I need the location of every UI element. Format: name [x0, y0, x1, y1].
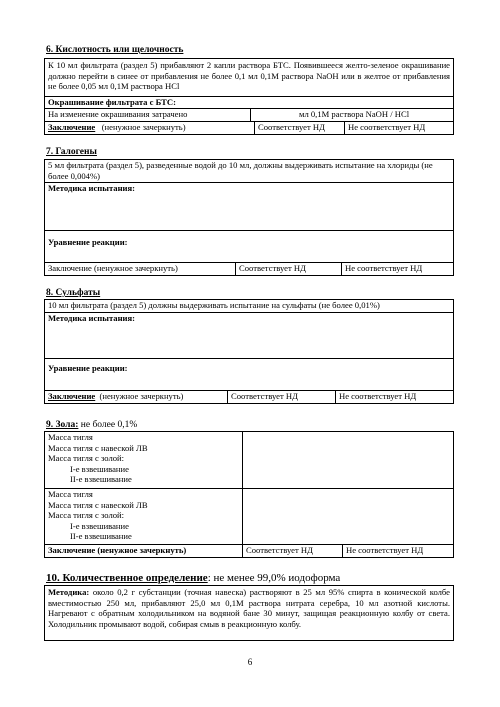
- section-8-not-complies-option[interactable]: Не соответствует НД: [335, 391, 453, 403]
- filtrate-color-label: Окрашивание фильтрата с БТС:: [45, 96, 453, 108]
- section-7-complies-option[interactable]: Соответствует НД: [235, 263, 341, 275]
- second-weighing-label: II-е взвешивание: [70, 531, 132, 542]
- section-8-complies-option[interactable]: Соответствует НД: [227, 391, 335, 403]
- section-6-conclusion-row: [45, 121, 453, 134]
- section-10-title-line: [46, 572, 340, 584]
- conclusion-note: (ненужное зачеркнуть): [99, 391, 184, 401]
- ash-block-1-values[interactable]: [242, 432, 453, 488]
- section-9-complies-option[interactable]: Соответствует НД: [242, 545, 342, 557]
- section-10-title: 10. Количественное определение: [46, 572, 208, 584]
- section-6-title: 6. Кислотность или щелочность: [46, 45, 184, 55]
- section-10-box: [44, 585, 454, 641]
- crucible-sample-mass-label: Масса тигля с навеской ЛВ: [48, 442, 148, 453]
- crucible-sample-mass-label: Масса тигля с навеской ЛВ: [48, 499, 148, 510]
- method-text: около 0,2 г субстанции (точная навеска) растворяют в 25 мл 95% спирта в конической колбе вместимостью 250 мл, прибавляют 25,0 мл 0,1М раствора нитрата серебра, 10 мл азотной кислоты. Нагревают с обратным холодильником на водяной бане 30 минут, защищая реакционную колбу от света. Холодильник промывают водой, собирая смыв в реакционную колбу.: [48, 587, 450, 629]
- section-7-method-field[interactable]: Методика испытания:: [45, 182, 453, 230]
- section-8-conclusion-label: [45, 391, 227, 403]
- conclusion-label: Заключение: [48, 122, 96, 132]
- section-10-limit: : не менее 99,0% иодоформа: [207, 572, 341, 584]
- section-8-title: 8. Сульфаты: [46, 288, 101, 298]
- section-8-method-field[interactable]: Методика испытания:: [45, 312, 453, 358]
- first-weighing-label: I-е взвешивание: [70, 520, 129, 531]
- crucible-mass-label: Масса тигля: [48, 489, 93, 499]
- ash-block-2-labels: [45, 489, 242, 544]
- section-7-reaction-field[interactable]: Уравнение реакции:: [45, 230, 453, 262]
- section-6-text: К 10 мл фильтрата (раздел 5) прибавляют 2 капли раствора БТС. Появившееся желто-зеленое окрашивание должно перейти в синее от прибавления не более 0,1 мл 0,1М раствора NaOH или в желтое от прибавления не более 0,05 мл 0,1М раствора HCl: [48, 60, 450, 92]
- section-6-box: [44, 58, 454, 135]
- section-9-not-complies-option[interactable]: Не соответствует НД: [342, 545, 453, 557]
- first-weighing-label: I-е взвешивание: [70, 463, 129, 474]
- second-weighing-label: II-е взвешивание: [70, 474, 132, 485]
- titrant-volume-label: На изменение окрашивания затрачено: [48, 109, 188, 119]
- crucible-ash-mass-label: Масса тигля с золой:: [48, 510, 125, 521]
- conclusion-label: Заключение: [48, 391, 96, 401]
- titrant-volume-field[interactable]: [250, 109, 453, 121]
- section-8-conclusion-row: [45, 390, 453, 403]
- section-7-not-complies-option[interactable]: Не соответствует НД: [341, 263, 453, 275]
- ash-block-1-labels: [45, 432, 242, 488]
- section-10-method: [45, 586, 453, 640]
- titrant-volume-units: мл 0,1М раствора NaOH / HCl: [299, 109, 410, 119]
- section-9-conclusion-row: [45, 544, 453, 557]
- crucible-mass-label: Масса тигля: [48, 432, 93, 442]
- section-9-title-line: [46, 420, 137, 430]
- titrant-volume-row: [45, 108, 453, 121]
- section-9-title: 9. Зола:: [46, 420, 79, 430]
- ash-block-2-values[interactable]: [242, 489, 453, 544]
- crucible-ash-mass-label: Масса тигля с золой:: [48, 453, 125, 464]
- page-number: 6: [247, 657, 253, 667]
- section-7-conclusion-label: Заключение (ненужное зачеркнуть): [48, 263, 178, 273]
- method-label: Методика:: [48, 587, 90, 597]
- section-6-not-complies-option[interactable]: Не соответствует НД: [344, 122, 453, 134]
- section-7-conclusion-row: [45, 262, 453, 275]
- section-9-box: [44, 431, 454, 558]
- ash-block-1: [45, 432, 453, 488]
- section-6-complies-option[interactable]: Соответствует НД: [254, 122, 344, 134]
- section-8-box: [44, 299, 454, 404]
- section-9-limit: не более 0,1%: [80, 420, 138, 430]
- section-7-box: [44, 159, 454, 276]
- section-7-text: 5 мл фильтрата (раздел 5), разведенные водой до 10 мл, должны выдерживать испытание на хлориды (не более 0,004%): [48, 160, 433, 181]
- ash-block-2: [45, 488, 453, 544]
- section-8-reaction-field[interactable]: Уравнение реакции:: [45, 358, 453, 390]
- section-8-text: 10 мл фильтрата (раздел 5) должны выдерживать испытание на сульфаты (не более 0,01%): [48, 300, 380, 310]
- conclusion-note: (ненужное зачеркнуть): [101, 122, 186, 132]
- section-7-title: 7. Галогены: [46, 147, 97, 157]
- section-6-conclusion-label: [45, 122, 254, 134]
- section-9-conclusion-label: Заключение (ненужное зачеркнуть): [48, 545, 187, 555]
